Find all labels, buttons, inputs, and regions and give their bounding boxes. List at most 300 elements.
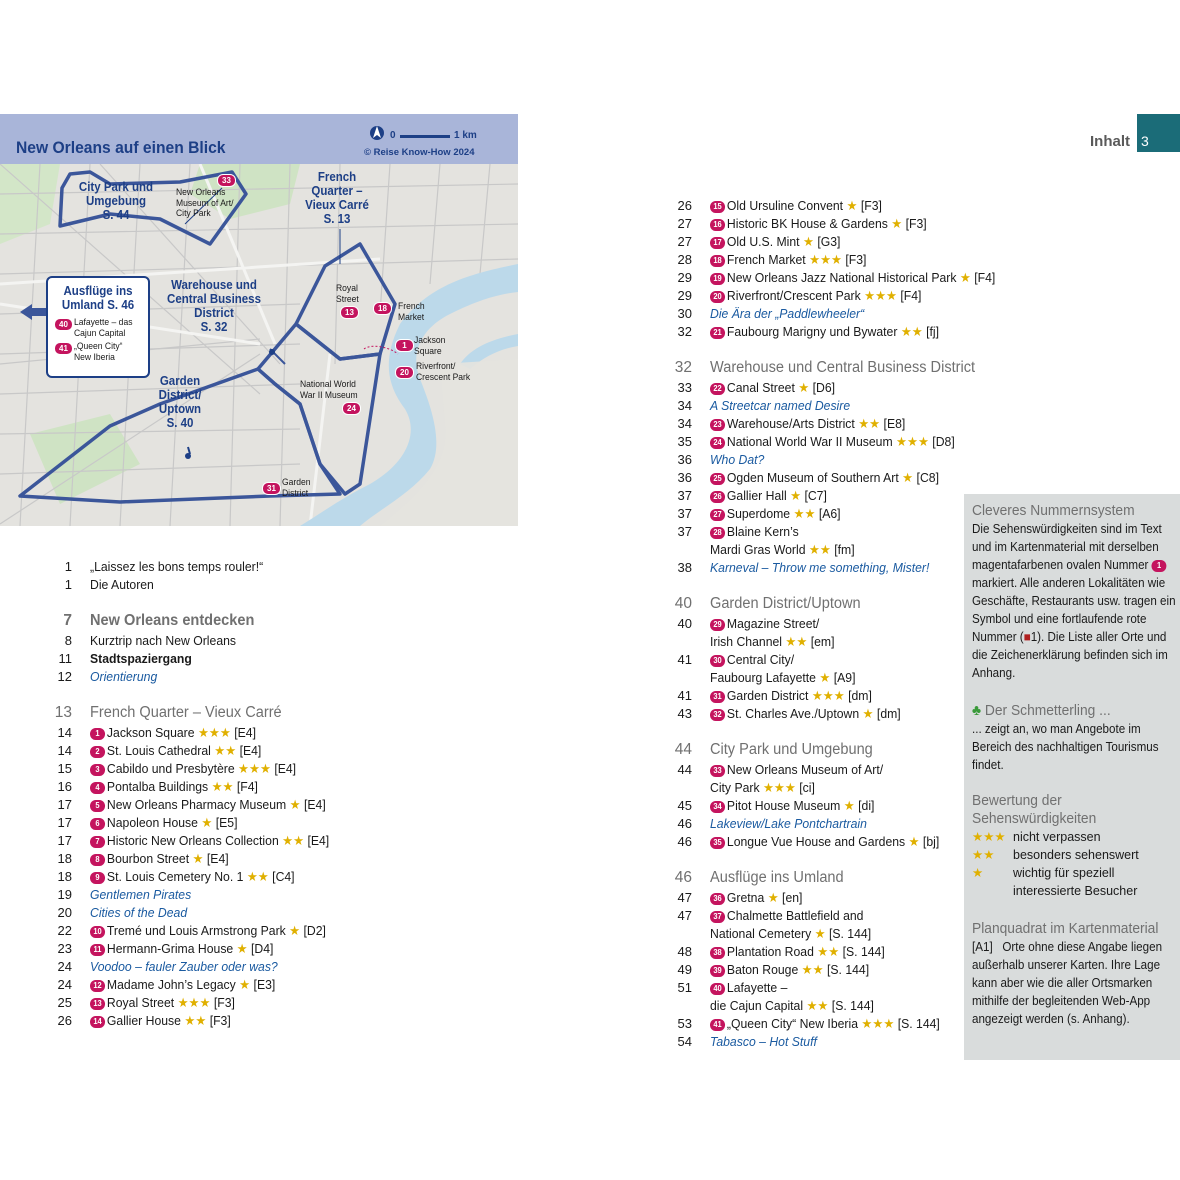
poi-marker: 33 bbox=[217, 174, 236, 187]
rating-stars: ★★★ bbox=[197, 725, 231, 740]
toc-page-number: 29 bbox=[677, 288, 692, 303]
toc-title: „Queen City“ New Iberia bbox=[726, 1016, 859, 1031]
toc-page-number: 8 bbox=[64, 633, 72, 648]
toc-title: St. Charles Ave./Uptown bbox=[726, 706, 860, 721]
grid-reference: [bj] bbox=[922, 834, 940, 849]
sight-number-badge: 2 bbox=[90, 746, 105, 758]
scale-bar bbox=[400, 135, 450, 138]
grid-reference: [C4] bbox=[272, 869, 295, 884]
toc-page-number: 16 bbox=[57, 779, 72, 794]
toc-entry bbox=[50, 668, 430, 686]
rating-stars: ★ bbox=[790, 488, 802, 503]
toc-entry bbox=[670, 815, 960, 833]
north-arrow-icon bbox=[370, 124, 384, 142]
grid-reference: [D2] bbox=[303, 923, 326, 938]
toc-entry-text bbox=[710, 215, 927, 233]
rating-stars: ★★ bbox=[211, 779, 234, 794]
toc-entry-text bbox=[710, 997, 874, 1015]
grid-reference: [dm] bbox=[876, 706, 901, 721]
sidebar-grid bbox=[972, 920, 1178, 1028]
poi-label: French Market bbox=[398, 301, 425, 323]
toc-entry-text bbox=[90, 558, 263, 576]
sidebar-heading: Sehenswürdigkeiten bbox=[972, 810, 1097, 827]
toc-title: St. Louis Cemetery No. 1 bbox=[106, 869, 244, 884]
sidebar-heading: Cleveres Nummernsystem bbox=[972, 502, 1135, 519]
toc-entry bbox=[670, 523, 960, 541]
sight-number-badge: 22 bbox=[710, 383, 725, 395]
grid-reference: [fj] bbox=[926, 324, 940, 339]
toc-page-number: 32 bbox=[677, 324, 692, 339]
rating-stars: ★★★ bbox=[896, 434, 929, 449]
rating-stars: ★★ bbox=[246, 869, 269, 884]
toc-page-number: 29 bbox=[677, 270, 692, 285]
toc-title: die Cajun Capital bbox=[710, 998, 804, 1013]
toc-page-number: 37 bbox=[677, 524, 692, 539]
toc-entry-text bbox=[710, 961, 869, 979]
toc-entry bbox=[670, 197, 960, 215]
rating-label: wichtig für speziell bbox=[1013, 866, 1115, 880]
rating-stars: ★★ bbox=[817, 944, 840, 959]
grid-reference: [F3] bbox=[845, 252, 867, 267]
toc-title: Central City/ bbox=[726, 652, 795, 667]
toc-title: „Laissez les bons temps rouler!“ bbox=[90, 559, 264, 574]
toc-page-number: 37 bbox=[677, 488, 692, 503]
sight-number-badge: 27 bbox=[710, 509, 725, 521]
grid-reference: [E4] bbox=[307, 833, 330, 848]
toc-entry-text bbox=[710, 415, 905, 433]
sidebar-text: Die Sehenswürdigkeiten sind im Text und im Kartenmaterial mit derselben magentafarbenen ovalen Nummer bbox=[972, 522, 1162, 572]
excursions-box bbox=[46, 276, 150, 378]
rating-stars: ★★★ bbox=[177, 995, 211, 1010]
rating-stars: ★★ bbox=[808, 542, 831, 557]
grid-reference: [F4] bbox=[900, 288, 922, 303]
toc-page-number: 19 bbox=[57, 887, 72, 902]
toc-page-number: 23 bbox=[57, 941, 72, 956]
toc-title: Lakeview/Lake Pontchartrain bbox=[710, 816, 867, 831]
toc-entry bbox=[50, 742, 430, 760]
rating-stars: ★★ bbox=[184, 1013, 207, 1028]
toc-entry bbox=[50, 1012, 430, 1030]
sight-number-badge: 39 bbox=[710, 965, 725, 977]
map-scale bbox=[364, 124, 510, 160]
toc-entry-text bbox=[710, 505, 841, 523]
area-label-garden: Garden District/ Uptown S. 40 bbox=[158, 374, 202, 430]
toc-title: St. Louis Cathedral bbox=[106, 743, 211, 758]
spacer bbox=[670, 723, 960, 735]
toc-title: Bourbon Street bbox=[106, 851, 190, 866]
poi-marker: 41 bbox=[54, 342, 73, 355]
grid-reference: [E8] bbox=[883, 416, 906, 431]
toc-entry bbox=[50, 886, 430, 904]
sidebar-paragraph: ... zeigt an, wo man Angebote im Bereich des nachhaltigen Tourismus findet. bbox=[972, 722, 1159, 772]
grid-reference: [em] bbox=[810, 634, 835, 649]
toc-page-number: 38 bbox=[677, 560, 692, 575]
toc-page-number: 34 bbox=[677, 398, 692, 413]
toc-entry-text bbox=[710, 379, 835, 397]
sidebar-butterfly bbox=[972, 702, 1178, 774]
toc-entry bbox=[50, 814, 430, 832]
grid-reference: [F4] bbox=[974, 270, 996, 285]
toc-entry-text bbox=[710, 197, 882, 215]
toc-entry bbox=[670, 705, 960, 723]
sight-number-badge: 4 bbox=[90, 782, 105, 794]
poi-marker: 13 bbox=[340, 306, 359, 319]
toc-page-number: 33 bbox=[677, 380, 692, 395]
grid-reference: [dm] bbox=[848, 688, 872, 703]
toc-page-number: 1 bbox=[64, 577, 72, 592]
toc-title: Historic New Orleans Collection bbox=[106, 833, 279, 848]
rating-stars: ★ bbox=[767, 890, 779, 905]
toc-entry-text bbox=[710, 651, 794, 669]
toc-entry bbox=[50, 904, 430, 922]
toc-title: Gallier Hall bbox=[726, 488, 787, 503]
sight-number-badge: 14 bbox=[90, 1016, 105, 1028]
rating-stars: ★★ bbox=[858, 416, 881, 431]
sight-number-badge: 25 bbox=[710, 473, 725, 485]
toc-entry-text bbox=[90, 576, 154, 594]
sight-number-badge: 40 bbox=[710, 983, 725, 995]
toc-entry bbox=[670, 451, 960, 469]
toc-left-column bbox=[50, 558, 430, 1030]
rating-label: besonders sehenswert bbox=[1013, 848, 1139, 862]
grid-reference: [di] bbox=[858, 798, 875, 813]
rating-stars: ★ bbox=[972, 866, 984, 880]
toc-page-number: 25 bbox=[57, 995, 72, 1010]
toc-title: National World War II Museum bbox=[726, 434, 893, 449]
sight-number-badge: 41 bbox=[710, 1019, 725, 1031]
toc-entry bbox=[670, 251, 960, 269]
toc-title: Warehouse/Arts District bbox=[726, 416, 855, 431]
poi-marker: 18 bbox=[373, 302, 392, 315]
area-label-city-park: City Park und Umgebung S. 44 bbox=[78, 180, 154, 222]
toc-entry-text bbox=[90, 976, 275, 994]
sidebar-heading: Bewertung der bbox=[972, 792, 1062, 809]
toc-page-number: 20 bbox=[57, 905, 72, 920]
toc-entry-text bbox=[710, 397, 850, 415]
rating-stars: ★★ bbox=[900, 324, 923, 339]
toc-entry-text bbox=[710, 907, 863, 925]
sidebar-text: Orte ohne diese Angabe liegen außerhalb unserer Karten. Ihre Lage kann aber wie die aller Ortsmarken mithilfe der begleitenden Web-App angezeigt werden (s. Anhang). bbox=[972, 940, 1163, 1026]
toc-page-number: 12 bbox=[57, 669, 72, 684]
sidebar-paragraph bbox=[972, 938, 1178, 1028]
toc-title: Karneval – Throw me something, Mister! bbox=[710, 560, 930, 575]
toc-entry bbox=[670, 559, 960, 577]
rating-stars: ★★ bbox=[793, 506, 816, 521]
rating-stars: ★★ bbox=[282, 833, 305, 848]
grid-reference: [D6] bbox=[812, 380, 836, 395]
toc-title: Ogden Museum of Southern Art bbox=[726, 470, 899, 485]
toc-entry-text bbox=[90, 668, 157, 686]
toc-heading-text: Ausflüge ins Umland bbox=[710, 869, 844, 886]
grid-reference: [D4] bbox=[251, 941, 274, 956]
toc-entry bbox=[670, 1033, 960, 1051]
toc-title: Gallier House bbox=[106, 1013, 181, 1028]
sight-number-badge: 23 bbox=[710, 419, 725, 431]
sight-number-badge: 35 bbox=[710, 837, 725, 849]
sight-number-badge: 24 bbox=[710, 437, 725, 449]
toc-entry-text bbox=[710, 889, 802, 907]
toc-page-number: 28 bbox=[677, 252, 692, 267]
toc-heading-text: French Quarter – Vieux Carré bbox=[90, 704, 282, 721]
shop-icon: ■ bbox=[1023, 630, 1031, 644]
toc-entry-text bbox=[90, 994, 235, 1012]
sidebar-text: ). Die Liste aller Orte und die Zeichenerklärung befinden sich im Anhang. bbox=[972, 630, 1168, 680]
toc-title: Irish Channel bbox=[710, 634, 783, 649]
toc-entry-text bbox=[710, 541, 855, 559]
toc-title: Historic BK House & Gardens bbox=[726, 216, 888, 231]
sight-number-badge: 28 bbox=[710, 527, 725, 539]
rating-stars: ★ bbox=[902, 470, 914, 485]
toc-title: Faubourg Marigny und Bywater bbox=[726, 324, 898, 339]
toc-entry bbox=[50, 850, 430, 868]
rating-stars: ★★ bbox=[785, 634, 808, 649]
toc-title: City Park bbox=[710, 780, 760, 795]
toc-entry-text bbox=[90, 778, 258, 796]
sight-number-badge: 16 bbox=[710, 219, 725, 231]
toc-entry-text bbox=[710, 943, 885, 961]
toc-entry bbox=[670, 233, 960, 251]
rating-label: interessierte Besucher bbox=[1013, 884, 1138, 898]
toc-entry bbox=[670, 379, 960, 397]
toc-page-number: 27 bbox=[677, 234, 692, 249]
toc-entry bbox=[670, 907, 960, 925]
rating-stars: ★ bbox=[289, 797, 301, 812]
toc-entry bbox=[50, 778, 430, 796]
grid-reference: [D8] bbox=[932, 434, 955, 449]
toc-entry bbox=[50, 632, 430, 650]
grid-reference: [S. 144] bbox=[827, 962, 870, 977]
rating-stars: ★ bbox=[891, 216, 903, 231]
toc-entry-text bbox=[90, 832, 329, 850]
toc-title: Stadtspaziergang bbox=[90, 651, 192, 666]
overview-map bbox=[0, 114, 518, 526]
sight-number-badge: 31 bbox=[710, 691, 725, 703]
toc-page-number: 37 bbox=[677, 506, 692, 521]
sight-number-badge: 9 bbox=[90, 872, 105, 884]
toc-title: New Orleans Jazz National Historical Park bbox=[726, 270, 957, 285]
toc-title: Pontalba Buildings bbox=[106, 779, 209, 794]
toc-title: Magazine Street/ bbox=[726, 616, 820, 631]
ratings-legend bbox=[972, 828, 1178, 900]
toc-entry-text bbox=[710, 615, 819, 633]
toc-entry bbox=[670, 651, 960, 669]
toc-entry-text bbox=[710, 925, 871, 943]
toc-entry bbox=[670, 487, 960, 505]
rating-stars: ★★★ bbox=[762, 780, 796, 795]
toc-page-number: 54 bbox=[677, 1034, 692, 1049]
toc-title: Baton Rouge bbox=[726, 962, 799, 977]
toc-title: Die Autoren bbox=[90, 577, 154, 592]
sidebar-heading: Planquadrat im Kartenmaterial bbox=[972, 920, 1159, 937]
grid-reference: [E4] bbox=[274, 761, 297, 776]
section-label: Inhalt bbox=[1090, 133, 1130, 150]
toc-title: Old Ursuline Convent bbox=[726, 198, 844, 213]
rating-stars: ★★ bbox=[801, 962, 824, 977]
toc-title: Jackson Square bbox=[106, 725, 195, 740]
toc-entry bbox=[50, 976, 430, 994]
sight-number-badge: 37 bbox=[710, 911, 725, 923]
toc-entry-text bbox=[710, 523, 799, 541]
toc-heading-text: City Park und Umgebung bbox=[710, 741, 873, 758]
sight-number-badge: 3 bbox=[90, 764, 105, 776]
toc-title: National Cemetery bbox=[710, 926, 812, 941]
toc-entry bbox=[670, 469, 960, 487]
toc-title: Pitot House Museum bbox=[726, 798, 841, 813]
grid-code: [A1] bbox=[972, 940, 993, 954]
rating-stars: ★★★ bbox=[861, 1016, 895, 1031]
poi-label: Lafayette – das Cajun Capital bbox=[74, 317, 133, 339]
toc-page-number: 41 bbox=[677, 688, 692, 703]
grid-reference: [E4] bbox=[303, 797, 326, 812]
toc-entry bbox=[670, 961, 960, 979]
grid-reference: [F3] bbox=[213, 995, 235, 1010]
sight-number-badge: 15 bbox=[710, 201, 725, 213]
grid-reference: [A9] bbox=[833, 670, 856, 685]
toc-entry bbox=[670, 779, 960, 797]
toc-page-number: 18 bbox=[57, 869, 72, 884]
toc-title: Tabasco – Hot Stuff bbox=[710, 1034, 817, 1049]
grid-reference: [E5] bbox=[215, 815, 238, 830]
toc-title: Kurztrip nach New Orleans bbox=[90, 633, 237, 648]
grid-reference: [S. 144] bbox=[897, 1016, 940, 1031]
toc-entry bbox=[670, 615, 960, 633]
sight-number-badge: 29 bbox=[710, 619, 725, 631]
sight-number-badge: 12 bbox=[90, 980, 105, 992]
rating-stars: ★ bbox=[798, 380, 810, 395]
sight-number-badge: 19 bbox=[710, 273, 725, 285]
toc-page-number: 13 bbox=[54, 704, 72, 721]
toc-title: Gretna bbox=[726, 890, 765, 905]
spacer bbox=[670, 341, 960, 353]
toc-page-number: 11 bbox=[58, 651, 72, 666]
toc-page-number: 18 bbox=[57, 851, 72, 866]
toc-entry bbox=[50, 724, 430, 742]
rating-stars: ★ bbox=[908, 834, 920, 849]
toc-entry-text bbox=[90, 850, 229, 868]
rating-stars: ★ bbox=[289, 923, 301, 938]
toc-entry bbox=[670, 687, 960, 705]
toc-entry bbox=[670, 1015, 960, 1033]
scale-zero: 0 bbox=[390, 130, 396, 141]
toc-page-number: 30 bbox=[677, 306, 692, 321]
toc-entry-text bbox=[710, 305, 864, 323]
sight-number-badge: 11 bbox=[90, 944, 105, 956]
toc-title: Canal Street bbox=[726, 380, 795, 395]
grid-reference: [E4] bbox=[239, 743, 262, 758]
toc-entry-text bbox=[710, 815, 867, 833]
toc-page-number: 43 bbox=[677, 706, 692, 721]
poi-label: New Orleans Museum of Art/ City Park bbox=[176, 187, 234, 219]
toc-entry bbox=[670, 541, 960, 559]
toc-page-number: 45 bbox=[677, 798, 692, 813]
toc-page-number: 24 bbox=[57, 959, 72, 974]
grid-reference: [F3] bbox=[905, 216, 927, 231]
toc-entry bbox=[670, 305, 960, 323]
spacer bbox=[50, 594, 430, 606]
toc-title: New Orleans Museum of Art/ bbox=[726, 762, 884, 777]
sight-number-badge: 17 bbox=[710, 237, 725, 249]
toc-page-number: 41 bbox=[677, 652, 692, 667]
toc-entry-text bbox=[710, 251, 866, 269]
toc-entry bbox=[670, 269, 996, 287]
toc-page-number: 15 bbox=[57, 761, 72, 776]
spacer bbox=[670, 851, 960, 863]
toc-title: Superdome bbox=[726, 506, 791, 521]
sight-number-badge: 26 bbox=[710, 491, 725, 503]
map-title: New Orleans auf einen Blick bbox=[16, 138, 226, 157]
rating-stars: ★★ bbox=[214, 743, 237, 758]
toc-page-number: 32 bbox=[674, 359, 692, 376]
grid-reference: [C8] bbox=[916, 470, 939, 485]
toc-title: Madame John’s Legacy bbox=[106, 977, 236, 992]
toc-page-number: 27 bbox=[677, 216, 692, 231]
toc-title: Gentlemen Pirates bbox=[90, 887, 192, 902]
toc-title: Hermann-Grima House bbox=[106, 941, 234, 956]
toc-title: Longue Vue House and Gardens bbox=[726, 834, 906, 849]
rating-stars: ★★ bbox=[806, 998, 829, 1013]
toc-entry bbox=[670, 287, 960, 305]
grid-reference: [en] bbox=[782, 890, 803, 905]
grid-reference: [fm] bbox=[834, 542, 855, 557]
sight-number-badge: 38 bbox=[710, 947, 725, 959]
rating-stars: ★ bbox=[201, 815, 213, 830]
toc-title: Tremé und Louis Armstrong Park bbox=[106, 923, 286, 938]
toc-entry-text bbox=[710, 979, 787, 997]
toc-section-heading bbox=[670, 863, 960, 889]
toc-entry-text bbox=[710, 323, 939, 341]
toc-section-heading bbox=[670, 589, 960, 615]
toc-entry-text bbox=[90, 868, 295, 886]
toc-page-number: 48 bbox=[677, 944, 692, 959]
butterfly-icon: ♣ bbox=[972, 702, 982, 719]
page-number-box bbox=[1137, 114, 1180, 152]
poi-label: National World War II Museum bbox=[300, 379, 358, 401]
toc-title: Mardi Gras World bbox=[710, 542, 806, 557]
grid-reference: [S. 144] bbox=[831, 998, 874, 1013]
rating-stars: ★ bbox=[192, 851, 204, 866]
toc-entry bbox=[50, 760, 430, 778]
toc-entry-text bbox=[710, 705, 901, 723]
toc-entry-text bbox=[710, 451, 764, 469]
rating-stars: ★ bbox=[802, 234, 814, 249]
toc-entry-text bbox=[710, 833, 939, 851]
toc-entry-text bbox=[710, 1015, 940, 1033]
sight-number-badge: 5 bbox=[90, 800, 105, 812]
toc-entry-text bbox=[90, 940, 273, 958]
toc-title: French Market bbox=[726, 252, 806, 267]
rating-stars: ★ bbox=[843, 798, 855, 813]
grid-reference: [A6] bbox=[818, 506, 841, 521]
toc-entry-text bbox=[90, 922, 326, 940]
area-label-warehouse: Warehouse und Central Business District S. 32 bbox=[167, 278, 261, 334]
toc-heading-text: Warehouse und Central Business District bbox=[710, 359, 976, 376]
toc-entry bbox=[670, 979, 960, 997]
toc-entry-text bbox=[90, 886, 191, 904]
rating-stars: ★★★ bbox=[972, 830, 1006, 844]
sight-number-badge: 30 bbox=[710, 655, 725, 667]
toc-entry-text bbox=[710, 687, 872, 705]
sidebar-numbering bbox=[972, 502, 1178, 682]
toc-entry-text bbox=[710, 797, 874, 815]
sample-number-badge: 1 bbox=[1152, 560, 1167, 572]
grid-reference: [S. 144] bbox=[842, 944, 885, 959]
rating-row bbox=[972, 846, 1178, 864]
map-copyright: © Reise Know-How 2024 bbox=[364, 147, 475, 158]
toc-entry bbox=[670, 215, 960, 233]
grid-reference: [F3] bbox=[860, 198, 882, 213]
toc-entry bbox=[670, 797, 960, 815]
poi-label: Riverfront/ Crescent Park bbox=[416, 361, 471, 383]
